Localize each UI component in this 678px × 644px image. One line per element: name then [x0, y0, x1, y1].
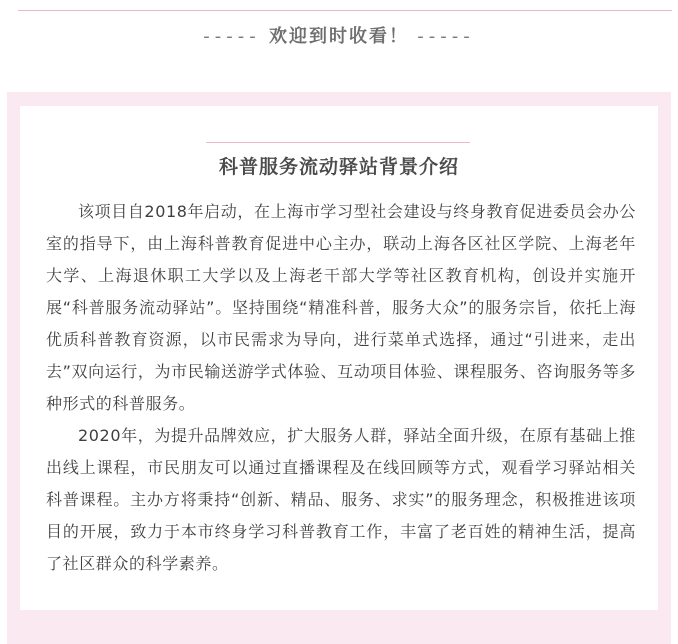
article-title: 科普服务流动驿站背景介绍: [218, 156, 459, 178]
article-paragraph: 该项目自2018年启动，在上海市学习型社会建设与终身教育促进委员会办公室的指导下，由上海科普教育促进中心主办，联动上海各区社区学院、上海老年大学、上海退休职工大学以及上海老干部大学等社区教育机构，创设并实施开展“科普服务流动驿站”。坚持围绕“精准科普，服务大众”的服务宗旨，依托上海优质科普教育资源，以市民需求为导向，进行菜单式选择，通过“引进来，走出去”双向运行，为市民输送游学式体验、互动项目体验、课程服务、咨询服务等多种形式的科普服务。: [46, 202, 636, 413]
top-divider: [18, 10, 672, 11]
greeting-dash-right: -----: [417, 26, 475, 47]
greeting-text: 欢迎到时收看！: [269, 26, 409, 47]
greeting-banner: [0, 22, 678, 48]
title-divider: [206, 142, 470, 143]
article-paragraph: 2020年，为提升品牌效应，扩大服务人群，驿站全面升级，在原有基础上推出线上课程，市民朋友可以通过直播课程及在线回顾等方式，观看学习驿站相关科普课程。主办方将秉持“创新、精品、服务、求实”的服务理念，积极推进该项目的开展，致力于本市终身学习科普教育工作，丰富了老百姓的精神生活，提高了社区群众的科学素养。: [46, 426, 636, 573]
greeting-dash-left: -----: [203, 26, 261, 47]
article-body: [46, 196, 636, 580]
